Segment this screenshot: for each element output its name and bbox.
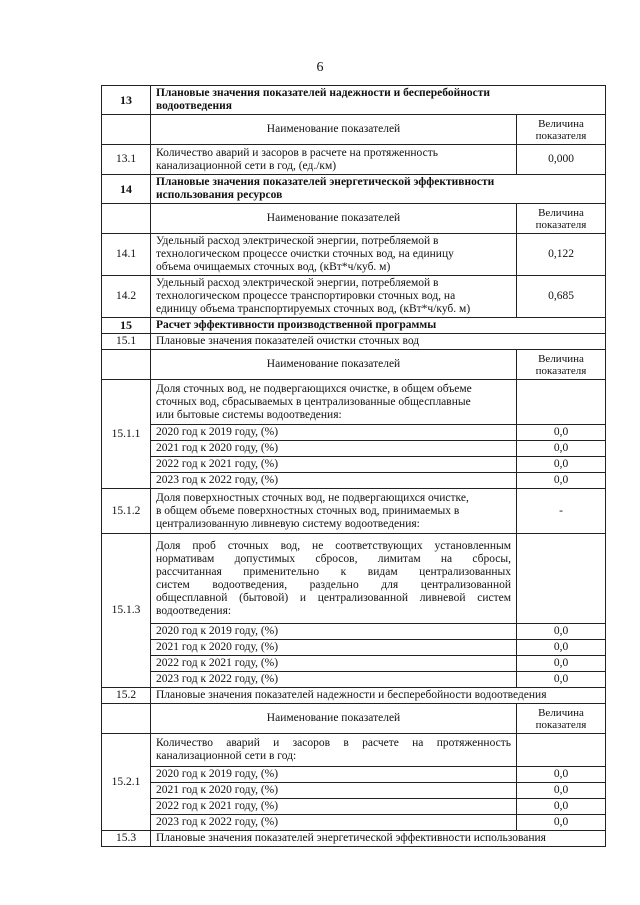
subsection-15-1-row — [102, 334, 606, 350]
year-value: 0,0 — [517, 425, 606, 441]
item-value: 0,000 — [517, 145, 606, 175]
item-15-1-3-row — [102, 534, 606, 624]
section-number: 14 — [102, 175, 151, 204]
empty-cell — [102, 704, 151, 734]
item-13-1-row — [102, 145, 606, 175]
section-title: Плановые значения показателей энергетической эффективности использования ресурсов — [151, 175, 606, 204]
year-value: 0,0 — [517, 767, 606, 783]
empty-cell — [102, 350, 151, 380]
item-text: Удельный расход электрической энергии, потребляемой в технологическом процессе очистки сточных вод, на единицу объема очищаемых сточных вод, (кВт*ч/куб. м) — [151, 234, 517, 276]
year-label: 2020 год к 2019 году, (%) — [151, 425, 517, 441]
year-row — [102, 624, 606, 640]
column-header-row — [102, 115, 606, 145]
year-label: 2023 год к 2022 году, (%) — [151, 672, 517, 688]
year-value: 0,0 — [517, 815, 606, 831]
subsection-title: Плановые значения показателей надежности и бесперебойности водоотведения — [151, 688, 606, 704]
year-value: 0,0 — [517, 441, 606, 457]
year-row — [102, 473, 606, 489]
year-label: 2023 год к 2022 году, (%) — [151, 473, 517, 489]
empty-cell — [102, 204, 151, 234]
item-15-2-1-row — [102, 734, 606, 767]
item-14-2-row — [102, 276, 606, 318]
section-title: Расчет эффективности производственной программы — [151, 318, 606, 334]
subsection-15-2-row — [102, 688, 606, 704]
year-label: 2020 год к 2019 году, (%) — [151, 624, 517, 640]
indicators-table — [101, 85, 606, 847]
empty-cell — [102, 115, 151, 145]
subsection-title: Плановые значения показателей очистки сточных вод — [151, 334, 606, 350]
value-header: Величина показателя — [517, 704, 606, 734]
year-row — [102, 672, 606, 688]
section-15-row — [102, 318, 606, 334]
year-value: 0,0 — [517, 624, 606, 640]
item-value — [517, 380, 606, 425]
year-value: 0,0 — [517, 457, 606, 473]
item-text: Доля сточных вод, не подвергающихся очистке, в общем объеме сточных вод, сбрасываемых в централизованные общесплавные или бытовые системы водоотведения: — [151, 380, 517, 425]
year-label: 2021 год к 2020 году, (%) — [151, 640, 517, 656]
section-number: 15 — [102, 318, 151, 334]
item-text: Доля поверхностных сточных вод, не подвергающихся очистке, в общем объеме поверхностных сточных вод, принимаемых в централизованную ливневую систему водоотведения: — [151, 489, 517, 534]
name-header: Наименование показателей — [151, 115, 517, 145]
subsection-number: 15.2 — [102, 688, 151, 704]
section-title: Плановые значения показателей надежности и бесперебойности водоотведения — [151, 86, 606, 115]
year-row — [102, 457, 606, 473]
item-number: 15.2.1 — [102, 734, 151, 831]
item-value: - — [517, 489, 606, 534]
year-row — [102, 441, 606, 457]
year-row — [102, 425, 606, 441]
section-number: 13 — [102, 86, 151, 115]
item-text: Доля проб сточных вод, не соответствующих установленным нормативам допустимых сбросов, лимитам на сбросы, рассчитанная применительно к видам централизованных систем водоотведения, раздельно для централизованной общесплавной (бытовой) и централизованной ливневой систем водоотведения: — [151, 534, 517, 624]
item-number: 15.1.3 — [102, 534, 151, 688]
year-label: 2022 год к 2021 году, (%) — [151, 457, 517, 473]
year-row — [102, 815, 606, 831]
year-value: 0,0 — [517, 473, 606, 489]
year-value: 0,0 — [517, 799, 606, 815]
item-value: 0,685 — [517, 276, 606, 318]
item-15-1-2-row — [102, 489, 606, 534]
year-row — [102, 656, 606, 672]
item-value: 0,122 — [517, 234, 606, 276]
item-number: 13.1 — [102, 145, 151, 175]
item-number: 15.1.1 — [102, 380, 151, 489]
year-row — [102, 767, 606, 783]
name-header: Наименование показателей — [151, 350, 517, 380]
year-value: 0,0 — [517, 783, 606, 799]
year-row — [102, 799, 606, 815]
value-header: Величина показателя — [517, 350, 606, 380]
year-row — [102, 783, 606, 799]
year-value: 0,0 — [517, 672, 606, 688]
item-value — [517, 534, 606, 624]
column-header-row — [102, 350, 606, 380]
year-label: 2022 год к 2021 году, (%) — [151, 656, 517, 672]
item-text: Количество аварий и засоров в расчете на протяженность канализационной сети в год: — [151, 734, 517, 767]
value-header: Величина показателя — [517, 204, 606, 234]
subsection-number: 15.1 — [102, 334, 151, 350]
item-text: Удельный расход электрической энергии, потребляемой в технологическом процессе транспортировки сточных вод, на единицу объема транспортируемых сточных вод, (кВт*ч/куб. м) — [151, 276, 517, 318]
item-number: 15.1.2 — [102, 489, 151, 534]
year-label: 2022 год к 2021 году, (%) — [151, 799, 517, 815]
item-15-1-1-row — [102, 380, 606, 425]
column-header-row — [102, 204, 606, 234]
name-header: Наименование показателей — [151, 204, 517, 234]
subsection-title: Плановые значения показателей энергетической эффективности использования — [151, 831, 606, 847]
item-14-1-row — [102, 234, 606, 276]
item-text: Количество аварий и засоров в расчете на протяженность канализационной сети в год, (ед./км) — [151, 145, 517, 175]
subsection-15-3-row — [102, 831, 606, 847]
year-label: 2021 год к 2020 году, (%) — [151, 783, 517, 799]
year-label: 2023 год к 2022 году, (%) — [151, 815, 517, 831]
column-header-row — [102, 704, 606, 734]
year-label: 2020 год к 2019 году, (%) — [151, 767, 517, 783]
value-header: Величина показателя — [517, 115, 606, 145]
year-label: 2021 год к 2020 году, (%) — [151, 441, 517, 457]
year-row — [102, 640, 606, 656]
subsection-number: 15.3 — [102, 831, 151, 847]
item-number: 14.1 — [102, 234, 151, 276]
item-value — [517, 734, 606, 767]
section-13-row — [102, 86, 606, 115]
year-value: 0,0 — [517, 640, 606, 656]
section-14-row — [102, 175, 606, 204]
page-number: 6 — [316, 60, 324, 75]
year-value: 0,0 — [517, 656, 606, 672]
item-number: 14.2 — [102, 276, 151, 318]
name-header: Наименование показателей — [151, 704, 517, 734]
